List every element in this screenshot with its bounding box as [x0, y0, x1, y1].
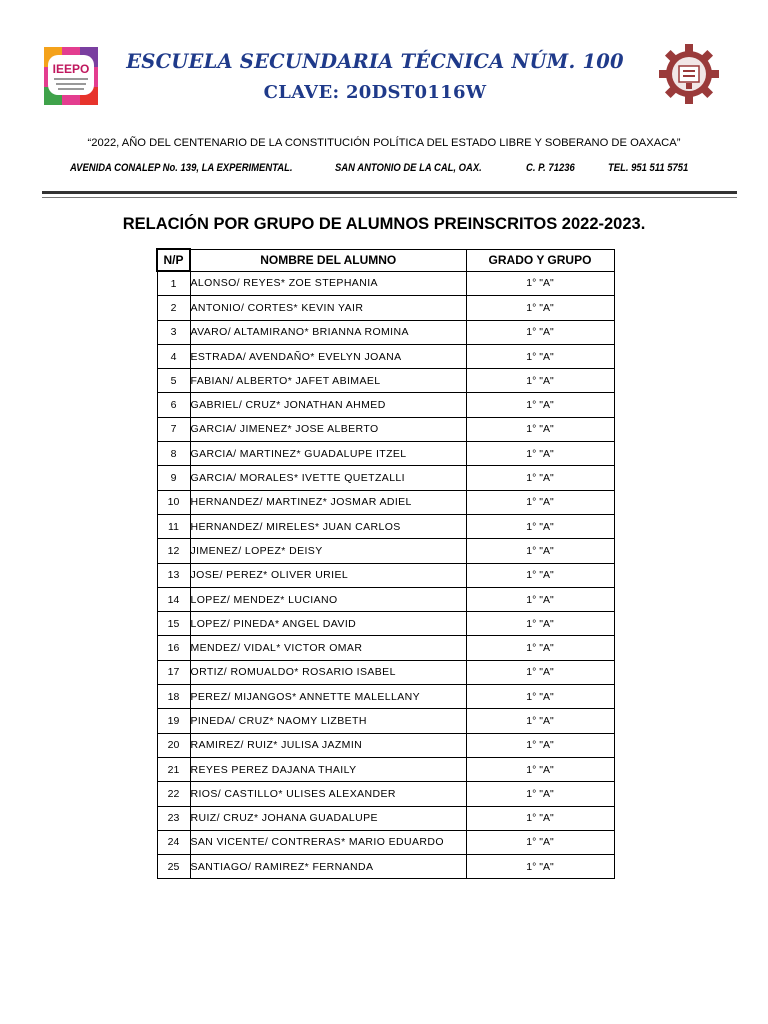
student-num-cell: 21 [157, 757, 190, 781]
table-row [157, 417, 614, 441]
student-grade-cell: 1° "A" [466, 539, 614, 563]
student-num-cell: 22 [157, 782, 190, 806]
student-num-cell: 17 [157, 660, 190, 684]
student-name-cell: AVARO/ ALTAMIRANO* BRIANNA ROMINA [190, 320, 466, 344]
address-city: SAN ANTONIO DE LA CAL, OAX. [335, 162, 482, 174]
student-grade-cell: 1° "A" [466, 587, 614, 611]
student-name-cell: LOPEZ/ PINEDA* ANGEL DAVID [190, 612, 466, 636]
student-grade-cell: 1° "A" [466, 490, 614, 514]
student-num-cell: 23 [157, 806, 190, 830]
student-name-cell: FABIAN/ ALBERTO* JAFET ABIMAEL [190, 369, 466, 393]
student-name-cell: MENDEZ/ VIDAL* VICTOR OMAR [190, 636, 466, 660]
student-name-cell: SAN VICENTE/ CONTRERAS* MARIO EDUARDO [190, 830, 466, 854]
address-street: AVENIDA CONALEP No. 139, LA EXPERIMENTAL. [70, 162, 293, 174]
student-num-cell: 15 [157, 612, 190, 636]
student-grade-cell: 1° "A" [466, 855, 614, 879]
student-num-cell: 2 [157, 296, 190, 320]
student-grade-cell: 1° "A" [466, 514, 614, 538]
student-num-cell: 7 [157, 417, 190, 441]
student-roster-table [156, 248, 615, 879]
table-row [157, 806, 614, 830]
table-row [157, 685, 614, 709]
column-header-grade: GRADO Y GRUPO [466, 249, 614, 271]
column-header-name: NOMBRE DEL ALUMNO [190, 249, 466, 271]
student-grade-cell: 1° "A" [466, 417, 614, 441]
student-grade-cell: 1° "A" [466, 612, 614, 636]
official-motto: “2022, AÑO DEL CENTENARIO DE LA CONSTITUCIÓN POLÍTICA DEL ESTADO LIBRE Y SOBERANO DE OAXACA” [87, 137, 681, 149]
student-grade-cell: 1° "A" [466, 296, 614, 320]
table-header-row [157, 249, 614, 271]
table-row [157, 539, 614, 563]
table-row [157, 709, 614, 733]
student-num-cell: 12 [157, 539, 190, 563]
table-row [157, 466, 614, 490]
student-grade-cell: 1° "A" [466, 733, 614, 757]
student-name-cell: PEREZ/ MIJANGOS* ANNETTE MALELLANY [190, 685, 466, 709]
student-name-cell: GARCIA/ MARTINEZ* GUADALUPE ITZEL [190, 442, 466, 466]
table-row [157, 490, 614, 514]
table-row [157, 782, 614, 806]
header-divider-thin [42, 197, 737, 198]
student-name-cell: RAMIREZ/ RUIZ* JULISA JAZMIN [190, 733, 466, 757]
table-body [157, 271, 614, 879]
student-num-cell: 3 [157, 320, 190, 344]
student-grade-cell: 1° "A" [466, 709, 614, 733]
student-num-cell: 19 [157, 709, 190, 733]
student-name-cell: JOSE/ PEREZ* OLIVER URIEL [190, 563, 466, 587]
table-row [157, 855, 614, 879]
table-row [157, 563, 614, 587]
table-row [157, 320, 614, 344]
ieepo-logo-icon [42, 45, 100, 109]
table-row [157, 344, 614, 368]
student-num-cell: 11 [157, 514, 190, 538]
student-name-cell: LOPEZ/ MENDEZ* LUCIANO [190, 587, 466, 611]
student-name-cell: PINEDA/ CRUZ* NAOMY LIZBETH [190, 709, 466, 733]
student-grade-cell: 1° "A" [466, 442, 614, 466]
list-title: RELACIÓN POR GRUPO DE ALUMNOS PREINSCRITOS 2022-2023. [122, 215, 646, 233]
address-phone: TEL. 951 511 5751 [608, 162, 689, 174]
student-num-cell: 18 [157, 685, 190, 709]
student-name-cell: RUIZ/ CRUZ* JOHANA GUADALUPE [190, 806, 466, 830]
column-header-num: N/P [157, 249, 190, 271]
student-grade-cell: 1° "A" [466, 344, 614, 368]
school-clave: CLAVE: 20DST0116W [263, 82, 487, 103]
student-grade-cell: 1° "A" [466, 830, 614, 854]
student-name-cell: HERNANDEZ/ MARTINEZ* JOSMAR ADIEL [190, 490, 466, 514]
student-name-cell: ORTIZ/ ROMUALDO* ROSARIO ISABEL [190, 660, 466, 684]
student-grade-cell: 1° "A" [466, 782, 614, 806]
student-name-cell: REYES PEREZ DAJANA THAILY [190, 757, 466, 781]
table-row [157, 733, 614, 757]
student-name-cell: GARCIA/ JIMENEZ* JOSE ALBERTO [190, 417, 466, 441]
table-row [157, 393, 614, 417]
student-num-cell: 6 [157, 393, 190, 417]
student-num-cell: 5 [157, 369, 190, 393]
student-grade-cell: 1° "A" [466, 563, 614, 587]
student-name-cell: RIOS/ CASTILLO* ULISES ALEXANDER [190, 782, 466, 806]
student-num-cell: 13 [157, 563, 190, 587]
table-row [157, 830, 614, 854]
student-name-cell: HERNANDEZ/ MIRELES* JUAN CARLOS [190, 514, 466, 538]
table-row [157, 757, 614, 781]
header-divider-thick [42, 191, 737, 194]
table-row [157, 514, 614, 538]
student-grade-cell: 1° "A" [466, 660, 614, 684]
table-row [157, 442, 614, 466]
table-row [157, 612, 614, 636]
student-grade-cell: 1° "A" [466, 320, 614, 344]
student-name-cell: GABRIEL/ CRUZ* JONATHAN AHMED [190, 393, 466, 417]
student-grade-cell: 1° "A" [466, 271, 614, 296]
student-grade-cell: 1° "A" [466, 636, 614, 660]
school-gear-seal-icon [657, 42, 721, 106]
student-grade-cell: 1° "A" [466, 369, 614, 393]
student-name-cell: GARCIA/ MORALES* IVETTE QUETZALLI [190, 466, 466, 490]
student-grade-cell: 1° "A" [466, 393, 614, 417]
student-name-cell: ESTRADA/ AVENDAÑO* EVELYN JOANA [190, 344, 466, 368]
table-row [157, 587, 614, 611]
student-num-cell: 9 [157, 466, 190, 490]
student-name-cell: ALONSO/ REYES* ZOE STEPHANIA [190, 271, 466, 296]
table-row [157, 660, 614, 684]
student-num-cell: 8 [157, 442, 190, 466]
student-grade-cell: 1° "A" [466, 466, 614, 490]
school-name: ESCUELA SECUNDARIA TÉCNICA NÚM. 100 [126, 50, 624, 73]
table-row [157, 636, 614, 660]
student-num-cell: 16 [157, 636, 190, 660]
student-num-cell: 25 [157, 855, 190, 879]
student-grade-cell: 1° "A" [466, 806, 614, 830]
student-num-cell: 4 [157, 344, 190, 368]
student-name-cell: JIMENEZ/ LOPEZ* DEISY [190, 539, 466, 563]
table-row [157, 271, 614, 296]
student-num-cell: 20 [157, 733, 190, 757]
student-name-cell: ANTONIO/ CORTES* KEVIN YAIR [190, 296, 466, 320]
table-row [157, 369, 614, 393]
student-num-cell: 1 [157, 271, 190, 296]
address-postal-code: C. P. 71236 [526, 162, 575, 174]
student-num-cell: 14 [157, 587, 190, 611]
student-num-cell: 24 [157, 830, 190, 854]
student-grade-cell: 1° "A" [466, 685, 614, 709]
school-address [70, 162, 710, 178]
student-grade-cell: 1° "A" [466, 757, 614, 781]
ieepo-logo-label: IEEPO [52, 62, 90, 76]
table-row [157, 296, 614, 320]
student-num-cell: 10 [157, 490, 190, 514]
student-name-cell: SANTIAGO/ RAMIREZ* FERNANDA [190, 855, 466, 879]
